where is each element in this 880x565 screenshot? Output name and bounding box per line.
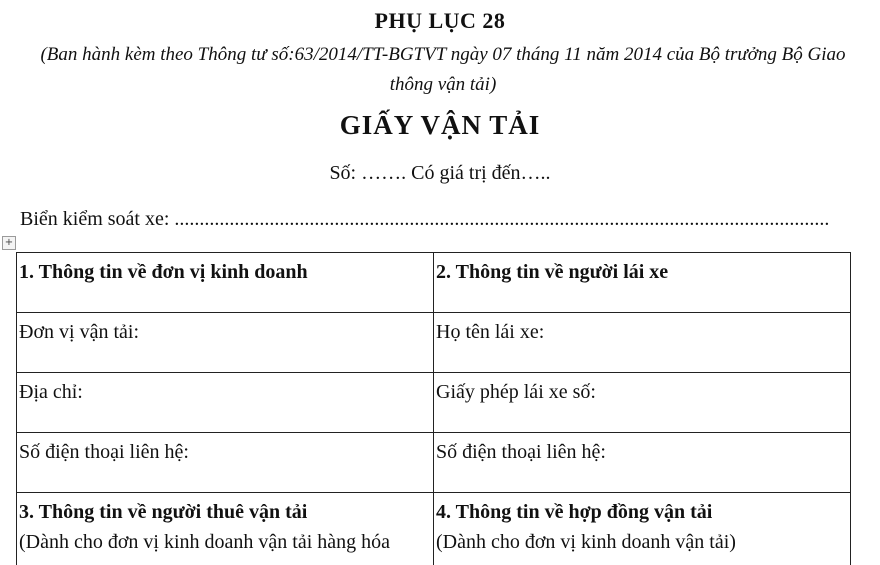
info-table <box>16 252 851 565</box>
license-plate-label: Biển kiểm soát xe: <box>20 208 175 230</box>
driver-name-label: Họ tên lái xe: <box>436 321 545 343</box>
table-move-handle-icon[interactable]: + <box>2 236 16 250</box>
driving-license-label: Giấy phép lái xe số: <box>436 381 596 403</box>
table-row <box>17 493 851 565</box>
license-plate-dots: ................................................................................................................................... <box>174 208 830 230</box>
table-cell[interactable] <box>434 433 851 493</box>
appendix-title: PHỤ LỤC 28 <box>374 8 506 33</box>
section-2-heading: 2. Thông tin về người lái xe <box>436 261 669 283</box>
table-cell[interactable] <box>434 373 851 433</box>
table-cell[interactable] <box>17 493 434 565</box>
section-4-heading: 4. Thông tin về hợp đồng vận tải <box>436 501 713 523</box>
table-row <box>17 313 851 373</box>
license-plate-line <box>20 208 850 231</box>
section-1-heading: 1. Thông tin về đơn vị kinh doanh <box>19 261 308 283</box>
table-cell[interactable] <box>434 253 851 313</box>
table-cell[interactable] <box>434 313 851 373</box>
table-cell[interactable] <box>17 253 434 313</box>
section-4-note: (Dành cho đơn vị kinh doanh vận tải) <box>436 531 736 553</box>
driver-phone-label: Số điện thoại liên hệ: <box>436 441 606 463</box>
table-cell[interactable] <box>17 433 434 493</box>
address-label: Địa chỉ: <box>19 381 83 403</box>
issuance-note: (Ban hành kèm theo Thông tư số:63/2014/TT-BGTVT ngày 07 tháng 11 năm 2014 của Bộ trưởng Bộ Giao thông vận tải) <box>40 44 846 95</box>
document-title: GIẤY VẬN TẢI <box>339 110 541 140</box>
table-row <box>17 433 851 493</box>
table-row <box>17 253 851 313</box>
table-cell[interactable] <box>17 373 434 433</box>
table-row <box>17 373 851 433</box>
table-cell[interactable] <box>17 313 434 373</box>
table-cell[interactable] <box>434 493 851 565</box>
transport-unit-label: Đơn vị vận tải: <box>19 321 139 343</box>
section-3-heading: 3. Thông tin về người thuê vận tải <box>19 501 308 523</box>
section-3-note: (Dành cho đơn vị kinh doanh vận tải hàng hóa <box>19 531 391 553</box>
number-validity-line: Số: ……. Có giá trị đến….. <box>329 162 551 184</box>
unit-phone-label: Số điện thoại liên hệ: <box>19 441 189 463</box>
